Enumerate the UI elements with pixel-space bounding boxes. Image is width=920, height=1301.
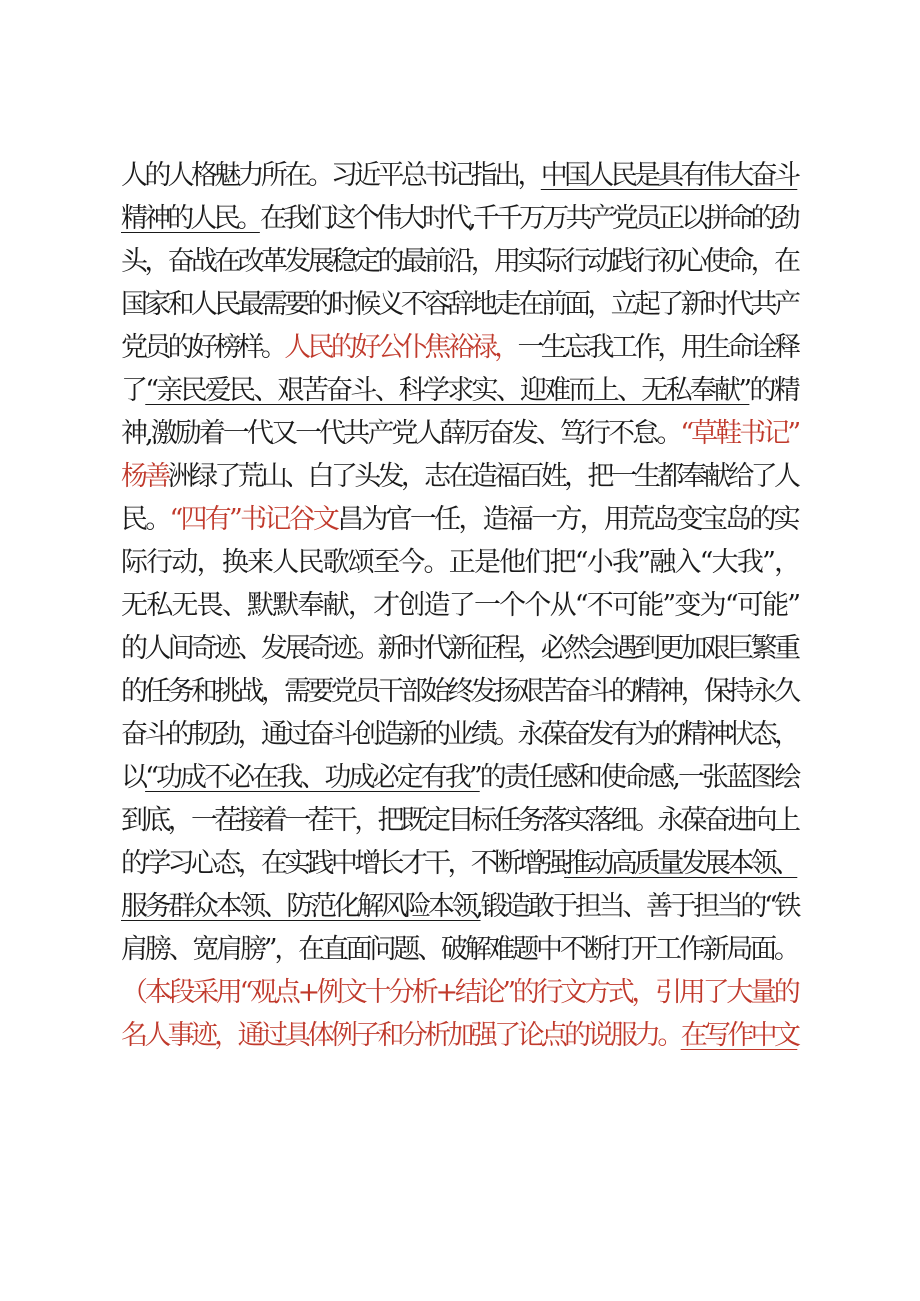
- text-line: [121, 1014, 801, 1057]
- highlighted-name: 名人事迹，通过具体例子和分析加强了论点的说服力。: [121, 1020, 681, 1051]
- text-run: 了: [121, 375, 146, 406]
- text-run: 肩膀、宽肩膀”，在直面问题、破解难题中不断打开工作新局面。: [121, 934, 798, 965]
- text-line: [121, 928, 801, 971]
- highlighted-name: 人民的好公仆焦裕禄，: [284, 332, 518, 363]
- highlighted-name: “草鞋书记”: [680, 418, 799, 449]
- highlighted-name: （本段采用“观点+例文十分析+结论”的行文方式，引用了大量的: [121, 977, 798, 1008]
- text-line: [121, 842, 801, 885]
- text-line: [121, 369, 801, 412]
- text-run: 人的人格魅力所在。习近平总书记指出，: [121, 160, 541, 191]
- text-run: 洲绿了荒山、白了头发，志在造福百姓，把一生都奉献给了人: [167, 461, 798, 492]
- underlined-text: “功成不必在我、功成必定有我”: [145, 762, 480, 793]
- text-line: [121, 799, 801, 842]
- text-run: 以: [121, 762, 146, 793]
- text-line: [121, 326, 801, 369]
- text-run: 在我们这个伟大时代,千千万万共产党员正以拼命的劲: [259, 203, 797, 234]
- text-run: 的学习心态，在实践中增长才干，不断增强: [121, 848, 565, 879]
- text-run: 到底，一茬接着一茬干，把既定目标任务落实落细。永葆奋进向上: [121, 805, 798, 836]
- text-run: 党员的好榜样。: [121, 332, 285, 363]
- text-run: 的人间奇迹、发展奇迹。新时代新征程，必然会遇到更加艰巨繁重: [121, 633, 798, 664]
- text-line: [121, 971, 801, 1014]
- text-line: [121, 713, 801, 756]
- text-run: 昌为官一任，造福一方，用荒岛变宝岛的实: [337, 504, 798, 535]
- text-run: 的责任感和使命感,一张蓝图绘: [479, 762, 799, 793]
- underlined-text: “亲民爱民、艰苦奋斗、科学求实、迎难而上、无私奉献”: [145, 375, 750, 406]
- text-run: 头，奋战在改革发展稳定的最前沿，用实际行动践行初心使命，在: [121, 246, 798, 277]
- text-run: 的任务和挑战，需要党员干部始终发扬艰苦奋斗的精神，保持永久: [121, 676, 798, 707]
- text-line: [121, 627, 801, 670]
- text-run: 国家和人民最需要的时候义不容辞地走在前面，立起了新时代共产: [121, 289, 798, 320]
- text-line: [121, 240, 801, 283]
- text-line: [121, 498, 801, 541]
- text-line: [121, 541, 801, 584]
- text-line: [121, 283, 801, 326]
- text-run: 的精: [749, 375, 798, 406]
- underlined-text: 中国人民是具有伟大奋斗: [540, 160, 798, 191]
- underlined-text: 推动高质量发展本领、: [564, 848, 798, 879]
- text-line: [121, 455, 801, 498]
- text-line: [121, 154, 801, 197]
- text-line: [121, 670, 801, 713]
- underlined-text: 精神的人民。: [121, 203, 260, 234]
- text-run: 奋斗的韧劲，通过奋斗创造新的业绩。永葆奋发有为的精神状态，: [121, 719, 798, 750]
- highlighted-name: 杨善: [121, 461, 168, 492]
- text-line: [121, 885, 801, 928]
- body-paragraph: [121, 154, 801, 1057]
- text-line: [121, 756, 801, 799]
- text-run: 际行动，换来人民歌颂至今。正是他们把“小我”融入“大我”，: [121, 547, 800, 578]
- highlighted-name: “四有”书记谷文: [169, 504, 338, 535]
- text-line: [121, 197, 801, 240]
- text-run: 民。: [121, 504, 170, 535]
- text-run: 锻造敢于担当、善于担当的“铁: [480, 891, 798, 922]
- text-line: [121, 584, 801, 627]
- text-run: 无私无畏、默默奉献，才创造了一个个从“不可能”变为“可能”: [121, 590, 800, 621]
- highlighted-underlined-text: 在写作中文: [680, 1020, 798, 1051]
- text-line: [121, 412, 801, 455]
- text-run: 神,激励着一代又一代共产党人薛厉奋发、笃行不怠。: [121, 418, 681, 449]
- text-run: 一生忘我工作，用生命诠释: [517, 332, 798, 363]
- underlined-text: 服务群众本领、防范化解风险本领,: [121, 891, 481, 922]
